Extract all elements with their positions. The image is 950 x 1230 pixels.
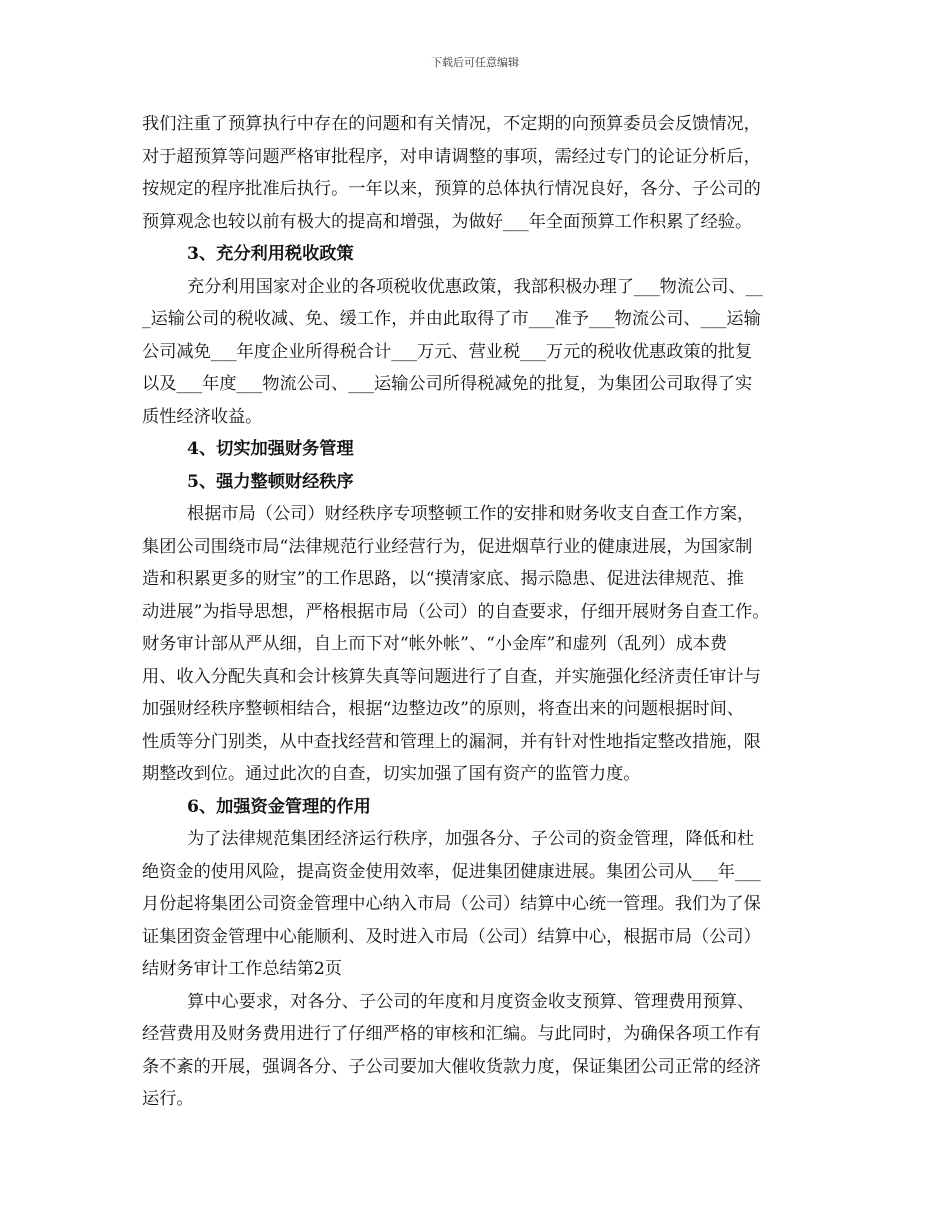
text-line: 造和积累更多的财宝”的工作思路，以“摸清家底、揭示隐患、促进法律规范、推 (142, 569, 744, 589)
text-line: 以及___年度___物流公司、___运输公司所得税减免的批复，为集团公司取得了实 (142, 374, 753, 394)
text-line: 根据市局（公司）财经秩序专项整顿工作的安排和财务收支自查工作方案， (187, 504, 755, 524)
text-line: 财务审计部从严从细，自上而下对“帐外帐”、“小金库”和虚列（乱列）成本费 (142, 634, 728, 654)
document-body (142, 108, 816, 1116)
text-line: 公司减免___年度企业所得税合计___万元、营业税___万元的税收优惠政策的批复 (142, 341, 753, 362)
text-line: 证集团资金管理中心能顺利、及时进入市局（公司）结算中心，根据市局（公司） (142, 926, 761, 947)
section-heading: 3、充分利用税收政策 (187, 244, 354, 264)
text-line: 月份起将集团公司资金管理中心纳入市局（公司）结算中心统一管理。我们为了保 (142, 894, 761, 914)
section-heading: 5、强力整顿财经秩序 (187, 471, 354, 492)
text-line: 加强财经秩序整顿相结合，根据“边整边改”的原则，将查出来的问题根据时间、 (142, 699, 744, 719)
text-line: 绝资金的使用风险，提高资金使用效率，促进集团健康进展。集团公司从___年___ (142, 861, 761, 882)
text-line: 结财务审计工作总结第2页 (142, 959, 342, 979)
text-line: _运输公司的税收减、免、缓工作，并由此取得了市___准予___物流公司、___运输 (142, 309, 761, 329)
page-header: 下载后可任意编辑 (431, 56, 519, 69)
text-line: 充分利用国家对企业的各项税收优惠政策，我部积极办理了___物流公司、__ (187, 276, 763, 297)
text-line: 期整改到位。通过此次的自查，切实加强了国有资产的监管力度。 (142, 764, 641, 784)
text-line: 算中心要求，对各分、子公司的年度和月度资金收支预算、管理费用预算、 (187, 991, 755, 1012)
text-line: 经营费用及财务费用进行了仔细严格的审核和汇编。与此同时，为确保各项工作有 (142, 1024, 761, 1044)
text-line: 条不紊的开展，强调各分、子公司要加大催收货款力度，保证集团公司正常的经济 (142, 1056, 761, 1077)
text-line: 我们注重了预算执行中存在的问题和有关情况，不定期的向预算委员会反馈情况， (142, 114, 761, 134)
text-line: 为了法律规范集团经济运行秩序，加强各分、子公司的资金管理，降低和杜 (187, 829, 755, 849)
text-line: 预算观念也较以前有极大的提高和增强，为做好___年全面预算工作积累了经验。 (142, 211, 753, 232)
text-line: 按规定的程序批准后执行。一年以来，预算的总体执行情况良好，各分、子公司的 (142, 179, 761, 199)
section-heading: 6、加强资金管理的作用 (187, 796, 371, 817)
text-line: 运行。 (142, 1089, 194, 1109)
text-line: 性质等分门别类，从中查找经营和管理上的漏洞，并有针对性地指定整改措施，限 (142, 731, 761, 752)
section-heading: 4、切实加强财务管理 (187, 439, 354, 459)
text-line: 集团公司围绕市局“法律规范行业经营行为，促进烟草行业的健康进展，为国家制 (142, 536, 753, 557)
text-line: 质性经济收益。 (142, 406, 263, 427)
text-line: 用、收入分配失真和会计核算失真等问题进行了自查，并实施强化经济责任审计与 (142, 666, 761, 687)
text-line: 动进展”为指导思想，严格根据市局（公司）的自查要求，仔细开展财务自查工作。 (142, 601, 770, 622)
text-line: 对于超预算等问题严格审批程序，对申请调整的事项，需经过专门的论证分析后， (142, 146, 761, 167)
